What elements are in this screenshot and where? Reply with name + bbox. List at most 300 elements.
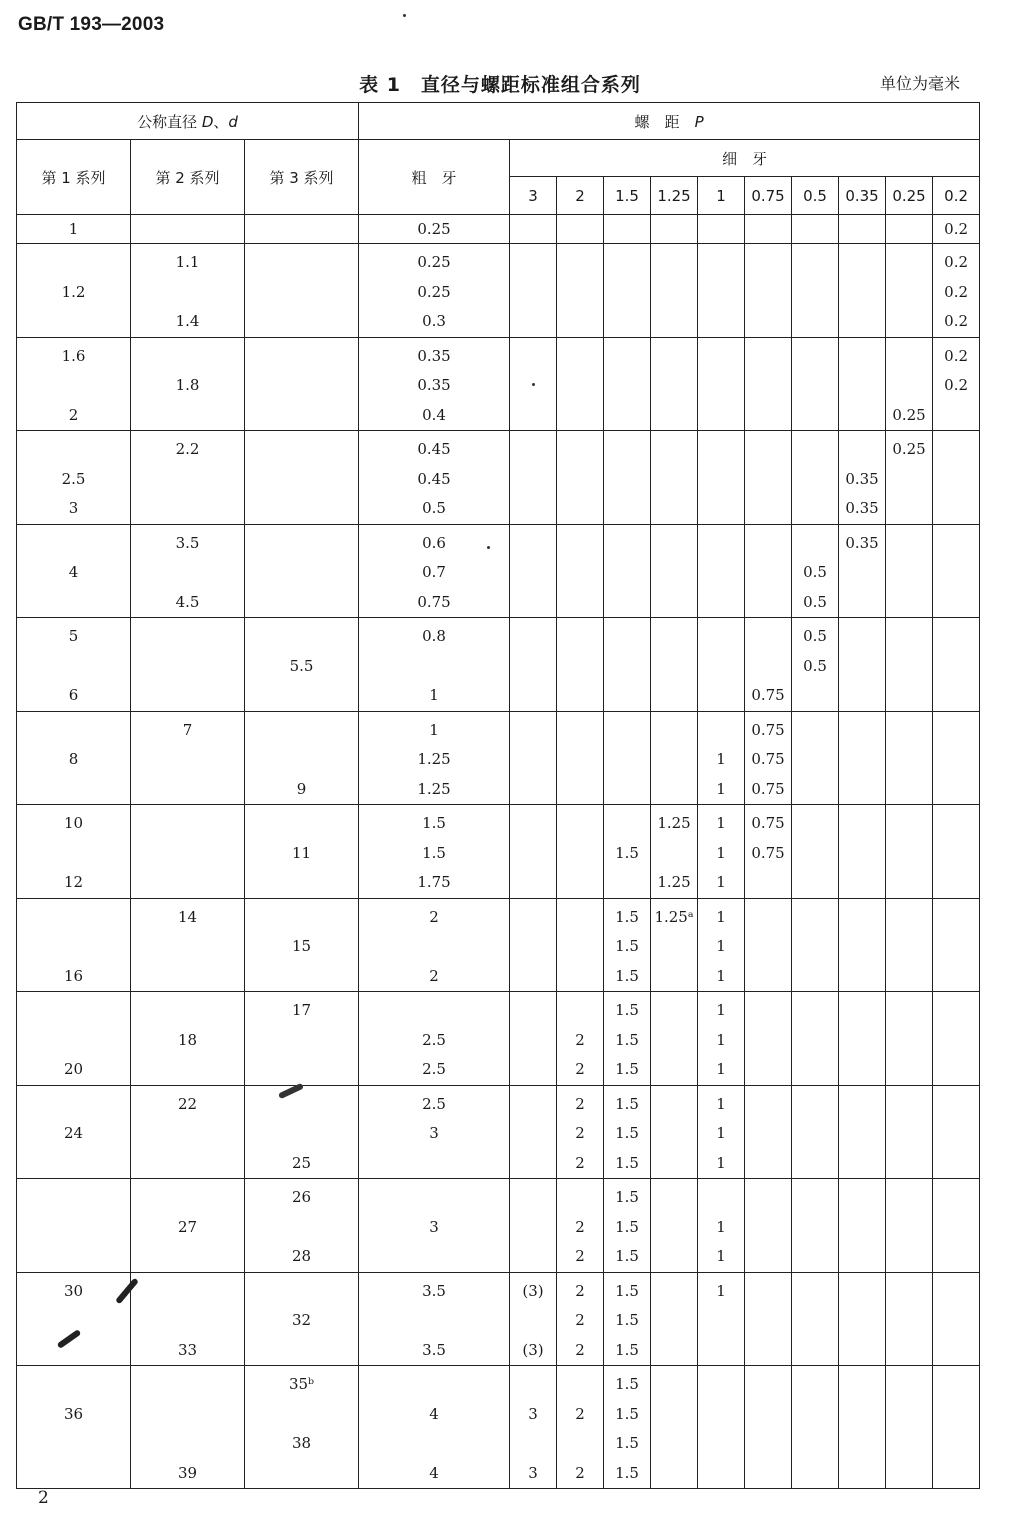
cell-value: 0.35 — [417, 346, 451, 365]
cell-fine-0-2 — [933, 1366, 980, 1489]
cell-value — [886, 839, 932, 869]
cell-value: 0.2 — [944, 220, 969, 238]
cell-value — [245, 307, 358, 337]
cell-value — [510, 716, 556, 746]
cell-value — [359, 1149, 509, 1179]
cell-value — [245, 1213, 358, 1243]
cell-value: 1.5 — [615, 1094, 639, 1113]
cell-value — [651, 932, 697, 962]
cell-value — [839, 903, 885, 933]
cell-value: 0.25 — [892, 440, 926, 458]
cell-value — [698, 529, 744, 559]
cell-value: 2.5 — [422, 1060, 446, 1078]
cell-value — [510, 1055, 556, 1085]
cell-value — [792, 342, 838, 372]
cell-value — [745, 1026, 791, 1056]
cell-value — [245, 1090, 358, 1120]
cell-fine-1-5 — [604, 1085, 651, 1179]
cell-value: 1.5 — [615, 1153, 639, 1172]
cell-value — [792, 681, 838, 711]
header-series-3: 第 3 系列 — [245, 140, 359, 215]
cell-value: 0.2 — [944, 312, 969, 330]
cell-coarse — [359, 1179, 510, 1273]
cell-value — [510, 219, 556, 243]
cell-value: 1.5 — [615, 1188, 639, 1206]
cell-value — [933, 1055, 979, 1085]
cell-series3 — [245, 898, 359, 992]
cell-value — [839, 435, 885, 465]
cell-fine-1-25 — [651, 805, 698, 899]
header-fine-col: 1.5 — [604, 177, 651, 215]
cell-series1 — [17, 215, 131, 244]
cell-value — [131, 962, 244, 992]
cell-value — [745, 996, 791, 1026]
cell-value — [839, 962, 885, 992]
cell-value — [17, 1459, 130, 1489]
cell-fine-0-35 — [839, 431, 886, 525]
cell-fine-0-35 — [839, 992, 886, 1086]
cell-value: 1 — [716, 873, 726, 891]
cell-value: 6 — [68, 686, 79, 704]
cell-value — [510, 342, 556, 372]
cell-series2 — [131, 244, 245, 338]
cell-value — [745, 588, 791, 618]
cell-fine-0-2 — [933, 618, 980, 712]
cell-fine-1 — [698, 992, 745, 1086]
cell-value — [17, 1242, 130, 1272]
cell-value — [886, 716, 932, 746]
cell-value — [510, 1026, 556, 1056]
cell-value — [698, 1429, 744, 1459]
cell-fine-3 — [510, 992, 557, 1086]
cell-value — [745, 529, 791, 559]
cell-value: 0.2 — [944, 253, 969, 271]
cell-coarse — [359, 215, 510, 244]
cell-series1 — [17, 1085, 131, 1179]
cell-value — [745, 307, 791, 337]
cell-value: 5 — [68, 627, 79, 645]
cell-value — [698, 371, 744, 401]
cell-value — [839, 588, 885, 618]
cell-value — [651, 494, 697, 524]
cell-fine-0-25 — [886, 898, 933, 992]
cell-value — [886, 681, 932, 711]
cell-value — [792, 1242, 838, 1272]
cell-fine-1-25 — [651, 898, 698, 992]
cell-value — [792, 435, 838, 465]
cell-value — [131, 681, 244, 711]
cell-value — [839, 1090, 885, 1120]
cell-fine-3 — [510, 431, 557, 525]
cell-value — [745, 1306, 791, 1336]
cell-value — [745, 278, 791, 308]
cell-value: 0.3 — [422, 312, 446, 330]
cell-value: 0.25 — [417, 220, 451, 238]
cell-value — [792, 529, 838, 559]
cell-value — [131, 1055, 244, 1085]
cell-series1 — [17, 898, 131, 992]
cell-value: 0.25 — [892, 405, 926, 424]
cell-value — [745, 1429, 791, 1459]
cell-value — [510, 1213, 556, 1243]
cell-fine-0-2 — [933, 1085, 980, 1179]
cell-fine-1-25 — [651, 337, 698, 431]
cell-fine-0-75 — [745, 1272, 792, 1366]
cell-value — [839, 558, 885, 588]
cell-value — [792, 962, 838, 992]
cell-fine-1-5 — [604, 244, 651, 338]
cell-fine-2 — [557, 618, 604, 712]
cell-value — [839, 219, 885, 243]
cell-value — [698, 435, 744, 465]
cell-value — [17, 839, 130, 869]
cell-value: 22 — [177, 1094, 198, 1113]
table-row-group — [17, 1085, 980, 1179]
cell-value — [604, 435, 650, 465]
cell-fine-2 — [557, 337, 604, 431]
cell-value — [698, 622, 744, 652]
cell-value: 1.25 — [657, 814, 691, 832]
cell-fine-1-25 — [651, 1272, 698, 1366]
cell-value: (3) — [522, 1281, 544, 1300]
cell-fine-2 — [557, 1085, 604, 1179]
cell-value — [792, 809, 838, 839]
cell-value — [839, 1026, 885, 1056]
cell-value: 0.45 — [417, 440, 451, 458]
cell-value — [839, 1055, 885, 1085]
cell-value — [933, 558, 979, 588]
cell-value — [933, 622, 979, 652]
cell-value — [557, 248, 603, 278]
cell-value — [792, 278, 838, 308]
cell-value — [510, 775, 556, 805]
cell-value: 5.5 — [289, 656, 314, 675]
cell-value: 1.2 — [61, 282, 86, 301]
cell-value — [604, 868, 650, 898]
cell-value — [604, 371, 650, 401]
header-fine-col: 1.25 — [651, 177, 698, 215]
cell-value: 1.5 — [615, 1124, 639, 1142]
cell-series1 — [17, 618, 131, 712]
cell-value — [839, 278, 885, 308]
cell-series1 — [17, 431, 131, 525]
cell-fine-0-25 — [886, 1272, 933, 1366]
cell-value — [698, 1459, 744, 1489]
header-fine: 细 牙 — [510, 140, 980, 177]
cell-value: 0.35 — [845, 533, 879, 552]
cell-value: 2 — [68, 405, 79, 424]
cell-value — [933, 1277, 979, 1307]
cell-value: 1 — [429, 686, 439, 704]
cell-value — [745, 1459, 791, 1489]
cell-fine-1-5 — [604, 711, 651, 805]
cell-value — [131, 1277, 244, 1307]
cell-value — [604, 494, 650, 524]
header-fine-col: 0.25 — [886, 177, 933, 215]
cell-value — [933, 996, 979, 1026]
cell-value — [886, 1429, 932, 1459]
cell-value — [17, 775, 130, 805]
cell-fine-0-35 — [839, 805, 886, 899]
cell-value — [651, 465, 697, 495]
table-row-group — [17, 1179, 980, 1273]
cell-value: 1.25 — [417, 750, 451, 768]
cell-fine-0-25 — [886, 431, 933, 525]
cell-value: 1.5 — [615, 1404, 639, 1423]
cell-value: 4.5 — [175, 592, 200, 611]
cell-value — [17, 1149, 130, 1179]
cell-value — [510, 1429, 556, 1459]
cell-value: 0.35 — [417, 376, 451, 394]
cell-value — [933, 401, 979, 431]
cell-series3 — [245, 1179, 359, 1273]
cell-value — [651, 1306, 697, 1336]
cell-coarse — [359, 1272, 510, 1366]
cell-fine-1 — [698, 1272, 745, 1366]
cell-value — [651, 1213, 697, 1243]
cell-fine-2 — [557, 1366, 604, 1489]
cell-value — [839, 868, 885, 898]
cell-value — [839, 839, 885, 869]
cell-fine-0-25 — [886, 805, 933, 899]
cell-value — [557, 1370, 603, 1400]
table-row-group — [17, 524, 980, 618]
cell-value — [698, 494, 744, 524]
cell-value: 0.4 — [422, 405, 446, 424]
cell-value — [933, 1213, 979, 1243]
table-row-group — [17, 431, 980, 525]
cell-value: 1.5 — [615, 1375, 639, 1393]
cell-value: 3.5 — [422, 1340, 446, 1359]
cell-value: 1 — [716, 843, 726, 862]
cell-fine-1-25 — [651, 431, 698, 525]
cell-value — [510, 1090, 556, 1120]
cell-value: 1 — [429, 720, 439, 739]
cell-value: 4 — [68, 563, 79, 581]
cell-series3 — [245, 805, 359, 899]
cell-value: 0.2 — [944, 346, 969, 365]
cell-fine-0-2 — [933, 1272, 980, 1366]
cell-value — [933, 868, 979, 898]
cell-value — [604, 307, 650, 337]
cell-value — [604, 716, 650, 746]
table-row-group — [17, 711, 980, 805]
cell-value — [651, 342, 697, 372]
header-fine-col: 3 — [510, 177, 557, 215]
cell-value — [604, 248, 650, 278]
cell-value — [792, 307, 838, 337]
cell-value — [557, 932, 603, 962]
cell-fine-0-75 — [745, 1085, 792, 1179]
cell-fine-3 — [510, 618, 557, 712]
cell-value — [745, 1336, 791, 1366]
table-row-group — [17, 337, 980, 431]
cell-value — [510, 996, 556, 1026]
cell-fine-0-75 — [745, 898, 792, 992]
cell-value — [886, 809, 932, 839]
cell-fine-2 — [557, 805, 604, 899]
cell-value — [604, 465, 650, 495]
scan-speck — [532, 383, 535, 386]
cell-value — [933, 1183, 979, 1213]
cell-fine-1 — [698, 898, 745, 992]
cell-value: 25 — [291, 1153, 312, 1172]
cell-value: 0.75 — [417, 592, 451, 611]
cell-series3 — [245, 711, 359, 805]
cell-value: 32 — [291, 1311, 312, 1329]
cell-value — [792, 1277, 838, 1307]
cell-fine-0-2 — [933, 805, 980, 899]
cell-value — [745, 1242, 791, 1272]
cell-value — [839, 809, 885, 839]
cell-value — [510, 248, 556, 278]
cell-value — [651, 652, 697, 682]
cell-value — [651, 1090, 697, 1120]
cell-fine-0-25 — [886, 1179, 933, 1273]
cell-value — [17, 1183, 130, 1213]
cell-value: 3 — [429, 1124, 439, 1142]
cell-value: 17 — [291, 1001, 312, 1019]
cell-value — [131, 558, 244, 588]
cell-value: 2 — [429, 907, 439, 926]
cell-coarse — [359, 992, 510, 1086]
cell-value: 0.5 — [803, 563, 827, 581]
cell-value — [933, 839, 979, 869]
cell-fine-0-25 — [886, 618, 933, 712]
cell-value: 1 — [716, 750, 726, 768]
cell-value: 1.5 — [615, 1311, 639, 1329]
cell-value — [557, 809, 603, 839]
cell-fine-0-25 — [886, 524, 933, 618]
cell-value — [245, 219, 358, 243]
cell-value: 9 — [296, 779, 307, 798]
cell-value — [698, 588, 744, 618]
cell-value — [131, 1242, 244, 1272]
header-series-2: 第 2 系列 — [131, 140, 245, 215]
cell-value — [745, 622, 791, 652]
cell-series1 — [17, 1366, 131, 1489]
cell-value — [131, 465, 244, 495]
cell-value — [245, 494, 358, 524]
cell-fine-3 — [510, 898, 557, 992]
cell-value — [745, 903, 791, 933]
cell-fine-0-5 — [792, 1085, 839, 1179]
cell-value — [651, 558, 697, 588]
cell-fine-2 — [557, 431, 604, 525]
cell-series1 — [17, 524, 131, 618]
cell-value — [359, 932, 509, 962]
cell-value — [651, 1183, 697, 1213]
cell-value: 0.2 — [944, 376, 969, 394]
cell-value: 2.2 — [175, 440, 200, 458]
cell-value — [886, 278, 932, 308]
cell-value — [933, 1026, 979, 1056]
cell-value — [557, 219, 603, 243]
cell-value — [604, 278, 650, 308]
cell-series3 — [245, 337, 359, 431]
cell-fine-0-75 — [745, 711, 792, 805]
cell-value: 0.5 — [803, 627, 827, 645]
cell-value: 0.2 — [944, 282, 969, 301]
cell-coarse — [359, 431, 510, 525]
cell-value — [745, 652, 791, 682]
cell-value: 0.8 — [422, 627, 446, 645]
cell-value — [245, 342, 358, 372]
cell-value — [651, 371, 697, 401]
cell-value — [17, 435, 130, 465]
standard-number: GB/T 193—2003 — [18, 14, 165, 35]
header-nominal-diameter: 公称直径 D、d — [17, 103, 359, 140]
cell-value: 1 — [716, 1281, 726, 1300]
cell-value — [17, 903, 130, 933]
cell-value: 0.45 — [417, 469, 451, 488]
cell-value — [604, 775, 650, 805]
cell-value: 1.5 — [615, 966, 639, 985]
cell-value — [886, 307, 932, 337]
cell-value — [745, 401, 791, 431]
cell-value — [557, 435, 603, 465]
cell-value — [604, 219, 650, 243]
cell-value: 1.5 — [615, 1281, 639, 1300]
cell-value — [557, 962, 603, 992]
cell-value: 2 — [575, 1311, 585, 1329]
cell-value — [933, 435, 979, 465]
cell-value: 0.7 — [422, 563, 446, 581]
cell-series3 — [245, 992, 359, 1086]
cell-fine-0-75 — [745, 618, 792, 712]
cell-value: 0.25 — [417, 282, 451, 301]
cell-value — [510, 401, 556, 431]
cell-value — [359, 1183, 509, 1213]
cell-value — [886, 494, 932, 524]
cell-fine-0-25 — [886, 244, 933, 338]
cell-fine-3 — [510, 1366, 557, 1489]
table-row-group — [17, 805, 980, 899]
cell-value — [745, 1055, 791, 1085]
cell-value — [131, 1370, 244, 1400]
cell-value — [510, 932, 556, 962]
cell-value — [698, 465, 744, 495]
cell-value — [510, 1370, 556, 1400]
cell-value — [886, 529, 932, 559]
cell-value: 0.75 — [751, 814, 785, 832]
cell-value: 1.5 — [615, 843, 639, 862]
cell-value — [698, 342, 744, 372]
cell-value: 2 — [575, 1124, 585, 1142]
cell-value — [651, 278, 697, 308]
cell-value — [886, 1370, 932, 1400]
cell-value — [792, 996, 838, 1026]
table-row-group — [17, 898, 980, 992]
cell-series2 — [131, 1179, 245, 1273]
cell-value: 2 — [575, 1404, 585, 1423]
cell-value — [131, 342, 244, 372]
cell-coarse — [359, 711, 510, 805]
cell-fine-1-5 — [604, 805, 651, 899]
cell-value — [933, 494, 979, 524]
cell-value — [839, 342, 885, 372]
cell-fine-1-25 — [651, 1179, 698, 1273]
header-fine-col: 0.75 — [745, 177, 792, 215]
cell-value: 7 — [182, 720, 193, 739]
cell-value — [557, 681, 603, 711]
cell-value — [745, 932, 791, 962]
cell-value — [17, 588, 130, 618]
cell-value — [17, 307, 130, 337]
cell-value — [839, 401, 885, 431]
cell-fine-0-2 — [933, 431, 980, 525]
cell-value — [651, 839, 697, 869]
